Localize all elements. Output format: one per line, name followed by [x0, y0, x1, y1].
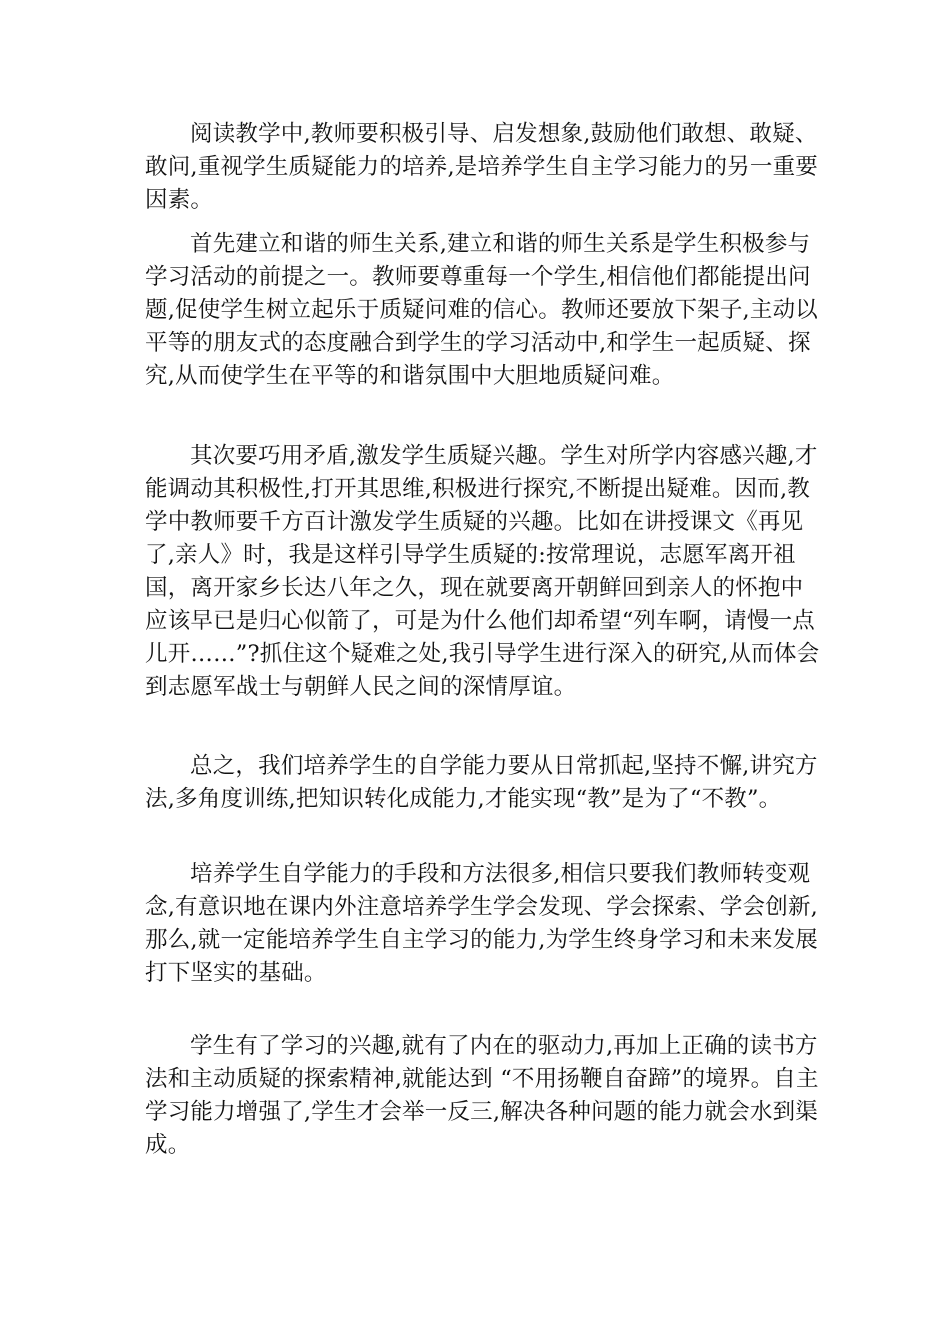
paragraph-2: 首先建立和谐的师生关系,建立和谐的师生关系是学生积极参与学习活动的前提之一。教师要尊重每一个学生,相信他们都能提出问题,促使学生树立起乐于质疑问难的信心。教师还要放下架子,主动以平等的朋友式的态度融合到学生的学习活动中,和学生一起质疑、探究,从而使学生在平等的和谐氛围中大胆地质疑问难。 — [145, 231, 819, 389]
paragraph-5: 培养学生自学能力的手段和方法很多,相信只要我们教师转变观念,有意识地在课内外注意培养学生学会发现、学会探索、学会创新,那么,就一定能培养学生自主学习的能力,为学生终身学习和未来发展打下坚实的基础。 — [145, 861, 819, 986]
paragraph-1: 阅读教学中,教师要积极引导、启发想象,鼓励他们敢想、敢疑、敢问,重视学生质疑能力的培养,是培养学生自主学习能力的另一重要因素。 — [145, 121, 819, 213]
paragraph-6: 学生有了学习的兴趣,就有了内在的驱动力,再加上正确的读书方法和主动质疑的探索精神,就能达到 “不用扬鞭自奋蹄”的境界。自主学习能力增强了,学生才会举一反三,解决各种问题的能力就会水到渠成。 — [145, 1033, 819, 1158]
paragraph-3: 其次要巧用矛盾,激发学生质疑兴趣。学生对所学内容感兴趣,才能调动其积极性,打开其思维,积极进行探究,不断提出疑难。因而,教学中教师要千方百计激发学生质疑的兴趣。比如在讲授课文《再见了,亲人》时，我是这样引导学生质疑的:按常理说，志愿军离开祖国，离开家乡长达八年之久，现在就要离开朝鲜回到亲人的怀抱中应该早已是归心似箭了，可是为什么他们却希望“列车啊，请慢一点儿开……”?抓住这个疑难之处,我引导学生进行深入的研究,从而体会到志愿军战士与朝鲜人民之间的深情厚谊。 — [145, 443, 820, 700]
paragraph-4: 总之，我们培养学生的自学能力要从日常抓起,坚持不懈,讲究方法,多角度训练,把知识转化成能力,才能实现“教”是为了“不教”。 — [145, 753, 818, 812]
